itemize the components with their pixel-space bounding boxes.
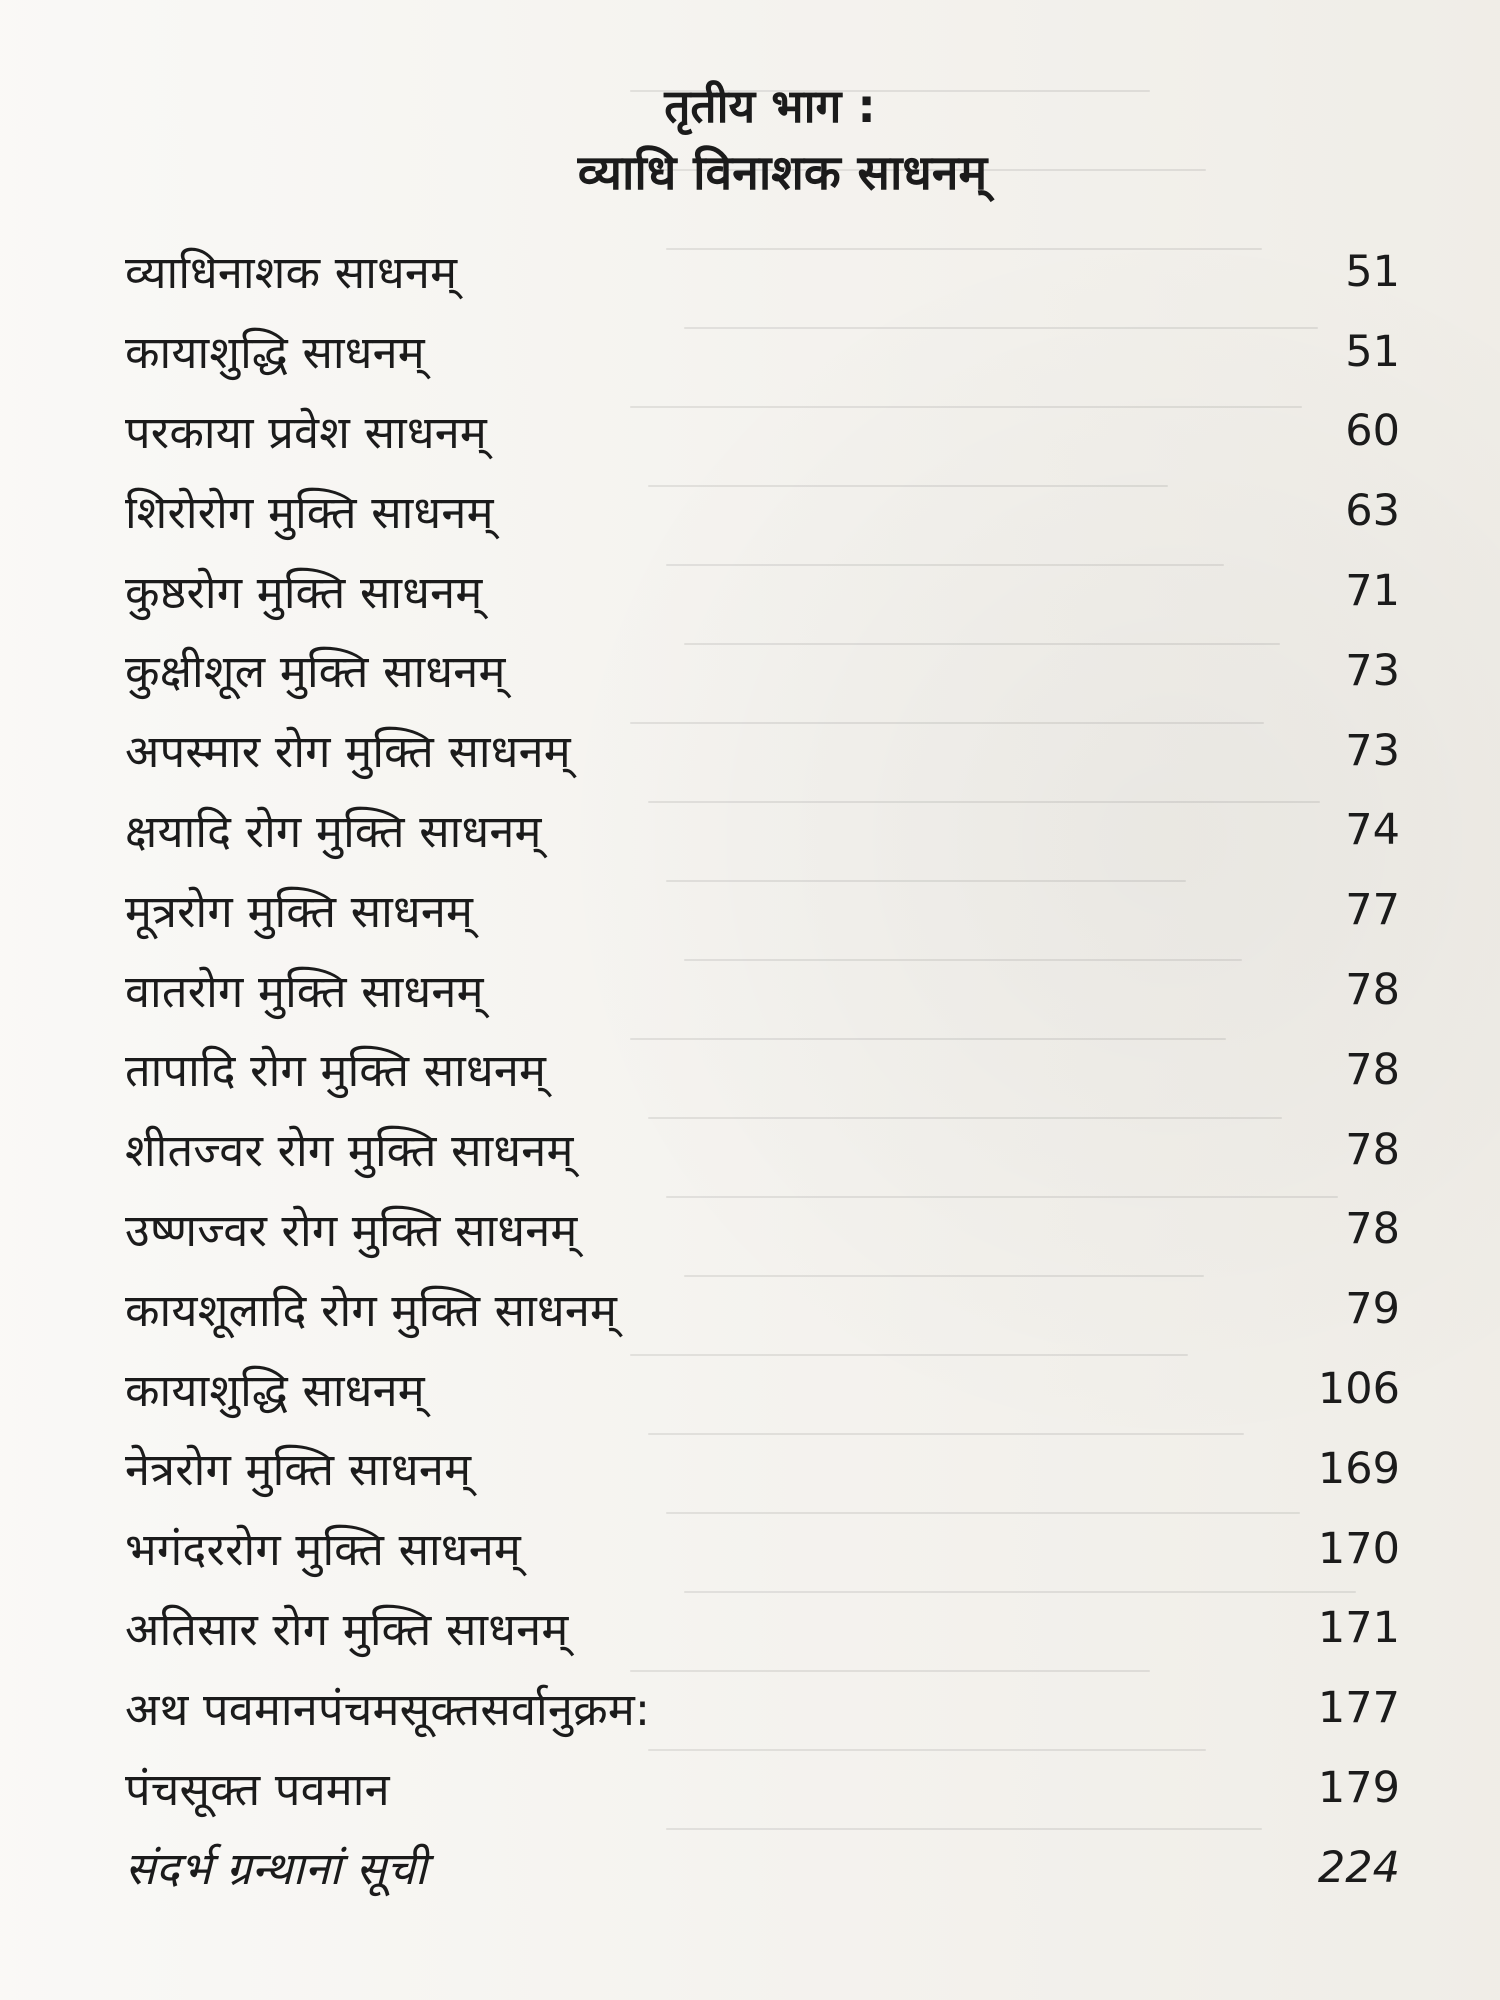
toc-entry-title: मूत्ररोग मुक्ति साधनम् — [125, 884, 474, 938]
part-title: तृतीय भाग : — [664, 79, 876, 133]
toc-row — [125, 551, 1400, 631]
toc-page-number: 171 — [1317, 1603, 1400, 1654]
toc-entry-title: पंचसूक्त पवमान — [125, 1762, 390, 1816]
toc-entry-title: क्षयादि रोग मुक्ति साधनम् — [125, 804, 542, 858]
toc-row — [125, 1030, 1400, 1110]
table-of-contents — [125, 232, 1400, 1908]
toc-row — [125, 1269, 1400, 1349]
toc-row — [125, 1509, 1400, 1589]
toc-page-number: 51 — [1345, 326, 1400, 377]
toc-page-number: 106 — [1317, 1364, 1400, 1415]
toc-row — [125, 870, 1400, 950]
toc-row — [125, 392, 1400, 472]
toc-entry-title: भगंदररोग मुक्ति साधनम् — [125, 1523, 522, 1577]
section-title: व्याधि विनाशक साधनम् — [577, 145, 988, 202]
toc-page-number: 169 — [1317, 1443, 1400, 1494]
toc-page-number: 78 — [1345, 1124, 1400, 1175]
toc-entry-title: अथ पवमानपंचमसूक्तसर्वानुक्रम: — [125, 1682, 651, 1736]
toc-entry-title: कायशूलादि रोग मुक्ति साधनम् — [125, 1283, 618, 1337]
toc-row — [125, 1429, 1400, 1509]
toc-page-number: 224 — [1317, 1842, 1400, 1893]
toc-entry-title: शीतज्वर रोग मुक्ति साधनम् — [125, 1124, 574, 1178]
toc-page-number: 179 — [1317, 1763, 1400, 1814]
toc-page-number: 60 — [1345, 406, 1400, 457]
toc-row — [125, 1190, 1400, 1270]
toc-entry-title: कायाशुद्धि साधनम् — [125, 326, 425, 380]
toc-row — [125, 631, 1400, 711]
toc-page-number: 51 — [1345, 246, 1400, 297]
toc-entry-title: वातरोग मुक्ति साधनम् — [125, 964, 484, 1018]
toc-entry-title: अतिसार रोग मुक्ति साधनम् — [125, 1602, 569, 1656]
toc-page-number: 78 — [1345, 965, 1400, 1016]
toc-page-number: 73 — [1345, 645, 1400, 696]
toc-page-number: 73 — [1345, 725, 1400, 776]
toc-entry-title: कुक्षीशूल मुक्ति साधनम् — [125, 645, 506, 699]
toc-page-number: 79 — [1345, 1284, 1400, 1335]
toc-page-number: 77 — [1345, 885, 1400, 936]
toc-row — [125, 312, 1400, 392]
toc-page-number: 74 — [1345, 805, 1400, 856]
toc-entry-title: संदर्भ ग्रन्थानां सूची — [125, 1842, 427, 1896]
toc-row — [125, 471, 1400, 551]
toc-entry-title: व्याधिनाशक साधनम् — [125, 246, 458, 300]
toc-row — [125, 1110, 1400, 1190]
toc-entry-title: कुष्ठरोग मुक्ति साधनम् — [125, 565, 483, 619]
toc-page-number: 177 — [1317, 1683, 1400, 1734]
toc-entry-title: कायाशुद्धि साधनम् — [125, 1363, 425, 1417]
toc-entry-title: शिरोरोग मुक्ति साधनम् — [125, 485, 494, 539]
toc-row — [125, 791, 1400, 871]
toc-page-number: 63 — [1345, 486, 1400, 537]
toc-entry-title: नेत्ररोग मुक्ति साधनम् — [125, 1443, 472, 1497]
toc-row — [125, 1748, 1400, 1828]
toc-entry-title: अपस्मार रोग मुक्ति साधनम् — [125, 725, 571, 779]
toc-row — [125, 1668, 1400, 1748]
toc-page-number: 170 — [1317, 1523, 1400, 1574]
toc-entry-title: परकाया प्रवेश साधनम् — [125, 405, 488, 459]
toc-page-number: 78 — [1345, 1044, 1400, 1095]
toc-page-number: 78 — [1345, 1204, 1400, 1255]
toc-row — [125, 711, 1400, 791]
toc-row — [125, 1349, 1400, 1429]
toc-page-number: 71 — [1345, 566, 1400, 617]
toc-row — [125, 1589, 1400, 1669]
toc-row — [125, 950, 1400, 1030]
toc-entry-title: उष्णज्वर रोग मुक्ति साधनम् — [125, 1203, 578, 1257]
toc-entry-title: तापादि रोग मुक्ति साधनम् — [125, 1044, 547, 1098]
section-header — [0, 74, 1500, 208]
toc-row — [125, 1828, 1400, 1908]
toc-row — [125, 232, 1400, 312]
